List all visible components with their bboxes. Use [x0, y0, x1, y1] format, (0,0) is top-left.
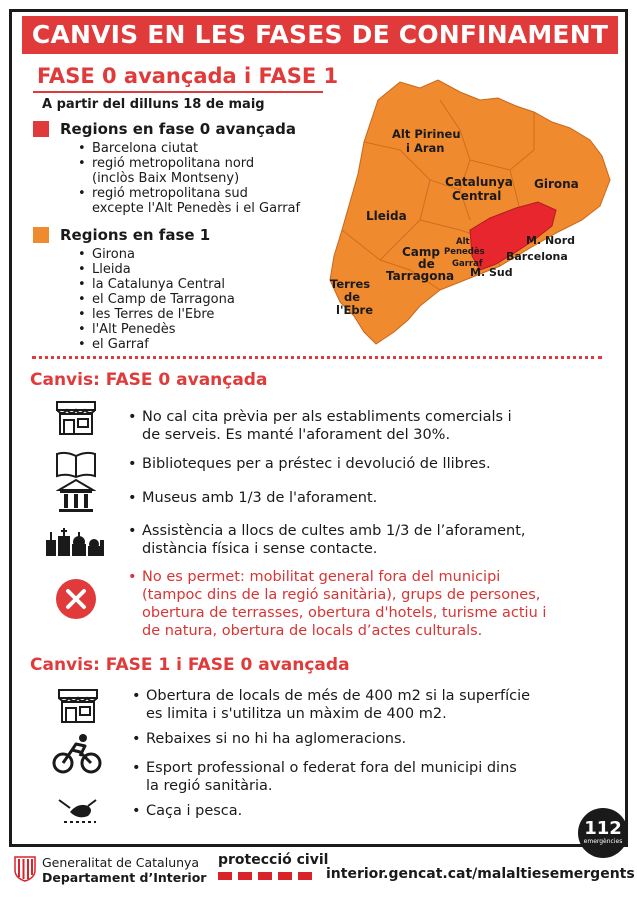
phase-subtitle: FASE 0 avançada i FASE 1 [37, 64, 339, 88]
map-label-aran: i Aran [406, 141, 445, 155]
legend-phase1 [33, 226, 210, 244]
list-item-prohibited: • No es permet: mobilitat general fora del municipi (tampoc dins de la regió sanitària), grups de persones, obertura de terrasses, obertura d'hotels, turisme actiu i de natura, obertura de locals d’actes culturals. [128, 569, 547, 639]
list-item: • Rebaixes si no hi ha aglomeracions. [132, 731, 407, 747]
department-name: Departament d’Interior [42, 870, 207, 885]
list-item: • Barcelona ciutat [78, 141, 300, 156]
list-item: • Girona [78, 247, 235, 262]
civil-protection-label: protecció civil [218, 852, 329, 868]
map-label-garraf: Garraf [452, 259, 483, 269]
list-item: • la Catalunya Central [78, 277, 235, 292]
generalitat-logo-icon [14, 856, 36, 882]
badge-number: 112 [584, 818, 622, 839]
map-label-camp-3: Tarragona [386, 269, 455, 283]
prohibited-icon [55, 578, 97, 620]
list-item: • l'Alt Penedès [78, 322, 235, 337]
shop-icon [54, 400, 98, 436]
dotted-divider [32, 356, 602, 359]
map-label-camp-2: de [418, 257, 435, 271]
list-item: • Biblioteques per a préstec i devolució de llibres. [128, 456, 491, 472]
cyclist-icon [52, 732, 102, 774]
legend-phase0-list [78, 141, 300, 216]
gov-name: Generalitat de Catalunya [42, 855, 200, 870]
list-item: • No cal cita prèvia per als establiments comercials i de serveis. Es manté l'aforament del 30%. [128, 409, 512, 443]
start-date: A partir del dilluns 18 de maig [42, 97, 265, 112]
list-item: • Museus amb 1/3 de l'aforament. [128, 490, 378, 506]
map-label-mnord: M. Nord [526, 234, 576, 247]
map-label-alt-1: Alt [456, 237, 470, 247]
page-title: CANVIS EN LES FASES DE CONFINAMENT [22, 16, 618, 54]
section1-title: Canvis: FASE 0 avançada [30, 370, 268, 390]
map-label-ebre-1: Terres [330, 277, 371, 291]
map-label-camp-1: Camp [402, 245, 440, 259]
orange-square-icon [33, 227, 49, 243]
map-label-girona: Girona [534, 177, 579, 191]
emergency-112-badge [578, 808, 628, 858]
hunting-fishing-icon [56, 796, 102, 826]
list-item: • el Camp de Tarragona [78, 292, 235, 307]
religious-buildings-icon [44, 526, 106, 558]
map-label-central-2: Central [452, 189, 502, 203]
map-label-msud: M. Sud [470, 266, 513, 279]
map-label-pirineu: Alt Pirineu [392, 127, 461, 141]
civil-protection-brand [218, 852, 328, 880]
badge-label: emergències [583, 838, 623, 845]
book-icon [54, 450, 98, 480]
list-item: • Caça i pesca. [132, 803, 243, 819]
list-item: • Obertura de locals de més de 400 m2 si la superfície es limita i s'utilitza un màxim de 400 m2. [132, 688, 531, 722]
museum-icon [56, 478, 96, 514]
list-item: • Esport professional o federat fora del municipi dins la regió sanitària. [132, 760, 517, 794]
civil-protection-bars-icon [218, 872, 328, 880]
list-item: excepte l'Alt Penedès i el Garraf [92, 201, 301, 216]
legend-phase1-list [78, 247, 235, 352]
section2-title: Canvis: FASE 1 i FASE 0 avançada [30, 655, 350, 675]
map-label-alt-2: Penedès [444, 247, 485, 257]
map-label-lleida: Lleida [366, 209, 407, 223]
list-item: • Lleida [78, 262, 235, 277]
catalonia-map [320, 70, 620, 350]
map-label-barcelona: Barcelona [506, 250, 568, 263]
list-item: (inclòs Baix Montseny) [92, 171, 240, 186]
shop-icon [56, 688, 100, 724]
legend-phase0-label: Regions en fase 0 avançada [60, 120, 297, 138]
legend-phase1-label: Regions en fase 1 [60, 226, 211, 244]
list-item: • les Terres de l'Ebre [78, 307, 235, 322]
red-square-icon [33, 121, 49, 137]
list-item: • el Garraf [78, 337, 235, 352]
list-item: • regió metropolitana sud [78, 186, 300, 201]
map-label-ebre-2: de [344, 290, 361, 304]
legend-phase0 [33, 120, 296, 138]
list-item: • Assistència a llocs de cultes amb 1/3 de l’aforament, distància física i sense contacte. [128, 523, 526, 557]
map-label-central-1: Catalunya [445, 175, 513, 189]
list-item: • regió metropolitana nord [78, 156, 300, 171]
map-label-ebre-3: l'Ebre [336, 303, 374, 317]
subtitle-underline [33, 91, 323, 93]
website-link[interactable]: interior.gencat.cat/malaltiesemergents [326, 866, 635, 882]
